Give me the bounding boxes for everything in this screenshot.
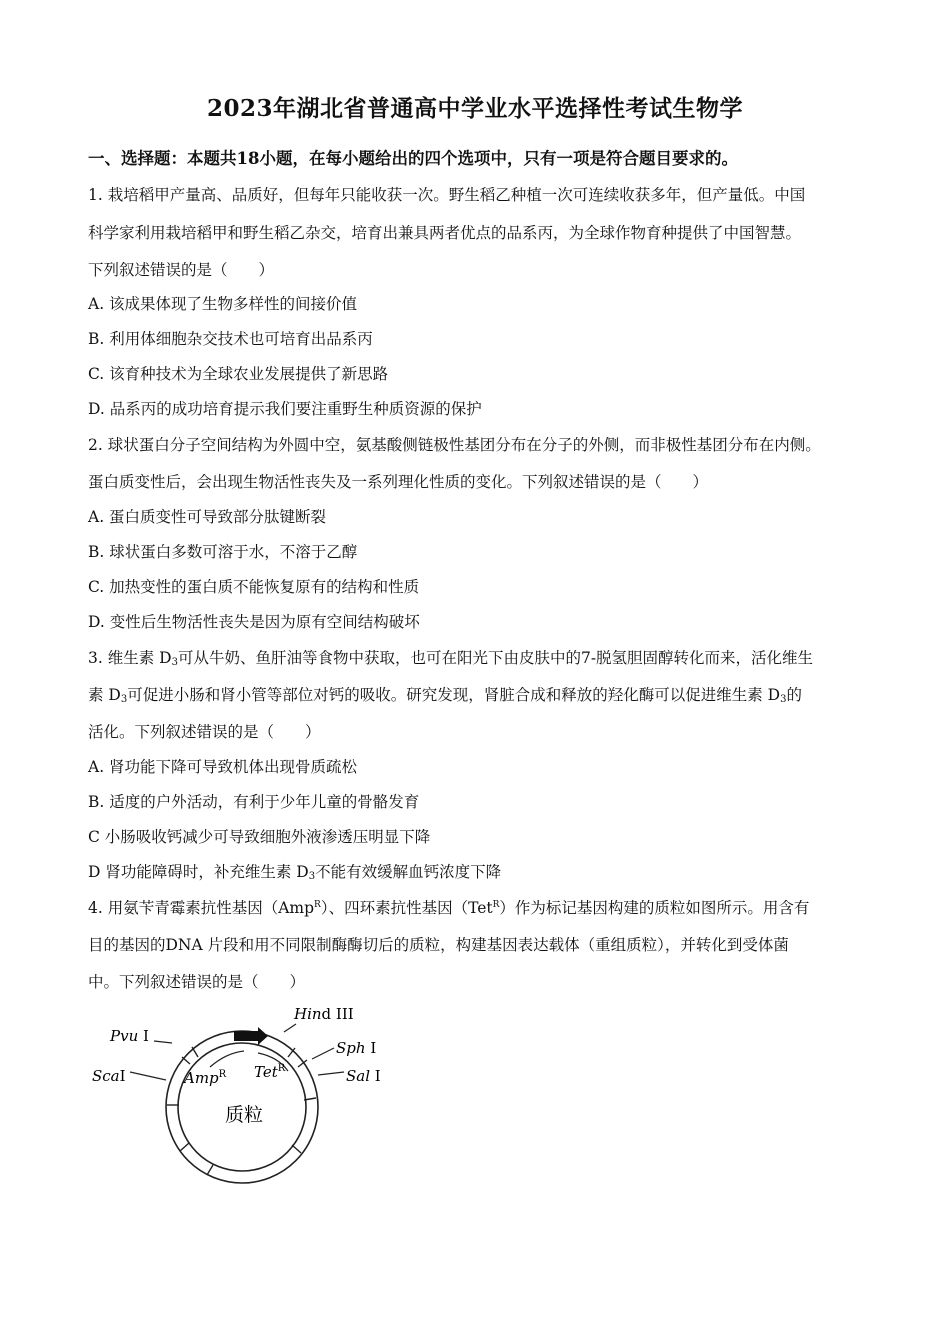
q2-option-b: B. 球状蛋白多数可溶于水，不溶于乙醇 — [88, 543, 358, 561]
q1-option-c: C. 该育种技术为全球农业发展提供了新思路 — [88, 365, 389, 383]
q1-option-d: D. 品系丙的成功培育提示我们要注重野生种质资源的保护 — [88, 400, 482, 418]
plasmid-diagram — [88, 995, 398, 1185]
sph-site-label: Sph I — [336, 1039, 377, 1057]
q3-stem-line1: 3. 维生素 $D_3$可从牛奶、鱼肝油等食物中获取，也可在阳光下由皮肤中的7-脱氢胆固醇转化而来，活化维生 — [88, 649, 814, 668]
sal-site-label: Sal I — [346, 1067, 381, 1085]
q1-stem-line2: 科学家利用栽培稻甲和野生稻乙杂交，培育出兼具两者优点的品系丙，为全球作物育种提供了中国智慧。 — [88, 224, 802, 242]
q3-stem-line3: 活化。下列叙述错误的是（ ） — [88, 723, 321, 741]
page-title: 2023年湖北省普通高中学业水平选择性考试生物学 — [206, 95, 743, 122]
q3-option-a: A. 肾功能下降可导致机体出现骨质疏松 — [88, 758, 358, 776]
q1-stem-line3: 下列叙述错误的是（ ） — [88, 261, 275, 279]
q3-option-d: D 肾功能障碍时，补充维生素 $D_3$不能有效缓解血钙浓度下降 — [88, 863, 502, 882]
q4-stem-line3: 中。下列叙述错误的是（ ） — [88, 973, 306, 991]
plasmid-center-label: 质粒 — [225, 1104, 264, 1126]
q2-option-d: D. 变性后生物活性丧失是因为原有空间结构破坏 — [88, 613, 420, 631]
q2-option-a: A. 蛋白质变性可导致部分肽键断裂 — [88, 508, 327, 526]
q4-stem-line1: 4. 用氨苄青霉素抗性基因（Amp$^R$）、四环素抗性基因（Tet$^R$）作为标记基因构建的质粒如图所示。用含有 — [88, 899, 810, 917]
q1-option-a: A. 该成果体现了生物多样性的间接价值 — [88, 295, 358, 313]
q2-stem-line1: 2. 球状蛋白分子空间结构为外圆中空，氨基酸侧链极性基团分布在分子的外侧，而非极性基团分布在内侧。 — [88, 436, 821, 454]
tet-gene-label: Tet$^R$ — [254, 1063, 286, 1081]
amp-gene-arc — [210, 1051, 244, 1067]
q3-stem-line2: 素 $D_3$可促进小肠和肾小管等部位对钙的吸收。研究发现，肾脏合成和释放的羟化酶可以促进维生素 $D_3$的 — [88, 686, 802, 705]
q1-option-b: B. 利用体细胞杂交技术也可培育出品系丙 — [88, 330, 373, 348]
plasmid-svg — [88, 995, 398, 1185]
q2-stem-line2: 蛋白质变性后，会出现生物活性丧失及一系列理化性质的变化。下列叙述错误的是（ ） — [88, 473, 709, 491]
sca-site-label: ScaI — [92, 1067, 126, 1085]
hind-site-label: Hind III — [294, 1005, 354, 1023]
amp-gene-label: Amp$^R$ — [184, 1069, 227, 1087]
q4-stem-line2: 目的基因的DNA 片段和用不同限制酶酶切后的质粒，构建基因表达载体（重组质粒），并转化到受体菌 — [88, 936, 789, 954]
q1-stem-line1: 1. 栽培稻甲产量高、品质好，但每年只能收获一次。野生稻乙种植一次可连续收获多年，但产量低。中国 — [88, 186, 806, 204]
q3-option-b: B. 适度的户外活动，有利于少年儿童的骨骼发育 — [88, 793, 420, 811]
section-heading: 一、选择题：本题共18小题，在每小题给出的四个选项中，只有一项是符合题目要求的。 — [88, 149, 738, 168]
q2-option-c: C. 加热变性的蛋白质不能恢复原有的结构和性质 — [88, 578, 420, 596]
q3-option-c: C 小肠吸收钙减少可导致细胞外液渗透压明显下降 — [88, 828, 431, 846]
pvu-site-label: Pvu I — [110, 1027, 149, 1045]
